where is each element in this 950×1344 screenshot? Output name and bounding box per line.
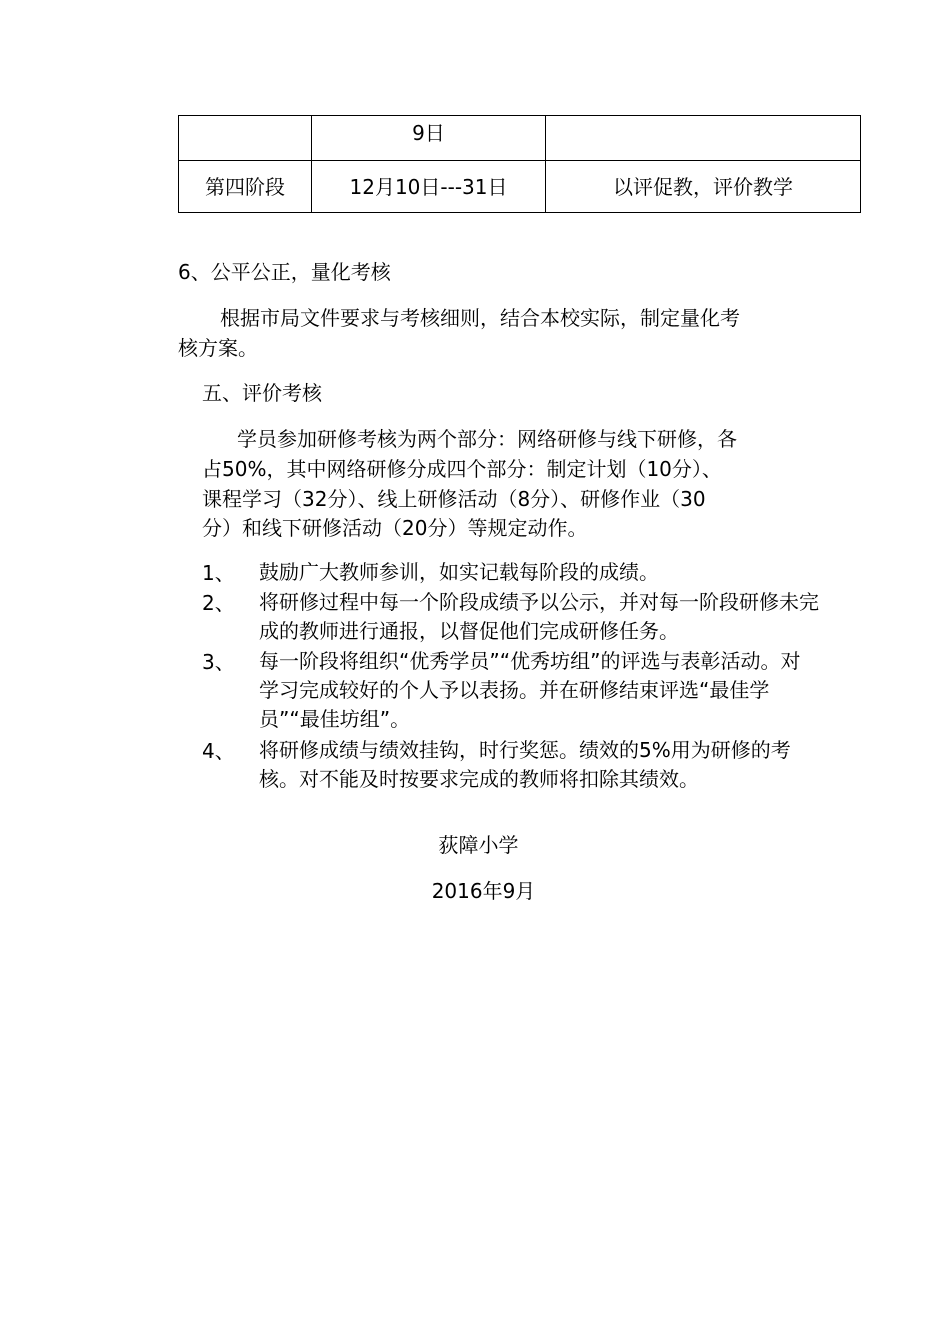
stage-cell xyxy=(179,116,312,161)
content-cell: 以评促教，评价教学 xyxy=(546,161,861,213)
table-row xyxy=(179,116,861,161)
list-number: 4、 xyxy=(202,739,235,763)
section6-body-line: 核方案。 xyxy=(178,336,258,360)
date-cell: 12月10日---31日 xyxy=(312,161,546,213)
section6-heading: 6、公平公正，量化考核 xyxy=(178,260,391,284)
section5-body-line: 学员参加研修考核为两个部分：网络研修与线下研修，各 xyxy=(237,427,737,451)
list-number: 1、 xyxy=(202,561,235,585)
list-text: 将研修过程中每一个阶段成绩予以公示，并对每一阶段研修未完成的教师进行通报，以督促他们完成研修任务。 xyxy=(259,590,819,643)
section5-heading: 五、评价考核 xyxy=(202,381,322,405)
list-number: 3、 xyxy=(202,650,235,674)
table-row xyxy=(179,161,861,213)
date-cell: 9日 xyxy=(312,116,546,161)
list-number: 2、 xyxy=(202,591,235,615)
list-text: 每一阶段将组织“优秀学员”“优秀坊组”的评选与表彰活动。对学习完成较好的个人予以表扬。并在研修结束评选“最佳学员”“最佳坊组”。 xyxy=(259,649,801,731)
signature-date: 2016年9月 xyxy=(431,879,536,903)
content-cell xyxy=(546,116,861,161)
section6-body-line: 根据市局文件要求与考核细则，结合本校实际，制定量化考 xyxy=(220,306,740,330)
section5-body-line: 课程学习（32分）、线上研修活动（8分）、研修作业（30 xyxy=(202,487,706,511)
section5-body-line: 占50%，其中网络研修分成四个部分：制定计划（10分）、 xyxy=(202,457,722,481)
signature-school: 荻障小学 xyxy=(438,833,519,857)
list-text: 鼓励广大教师参训，如实记载每阶段的成绩。 xyxy=(259,560,659,584)
section5-body-line: 分）和线下研修活动（20分）等规定动作。 xyxy=(202,516,588,540)
stage-cell: 第四阶段 xyxy=(179,161,312,213)
schedule-table xyxy=(178,115,861,213)
list-text: 将研修成绩与绩效挂钩，时行奖惩。绩效的5%用为研修的考核。对不能及时按要求完成的教师将扣除其绩效。 xyxy=(259,738,791,791)
